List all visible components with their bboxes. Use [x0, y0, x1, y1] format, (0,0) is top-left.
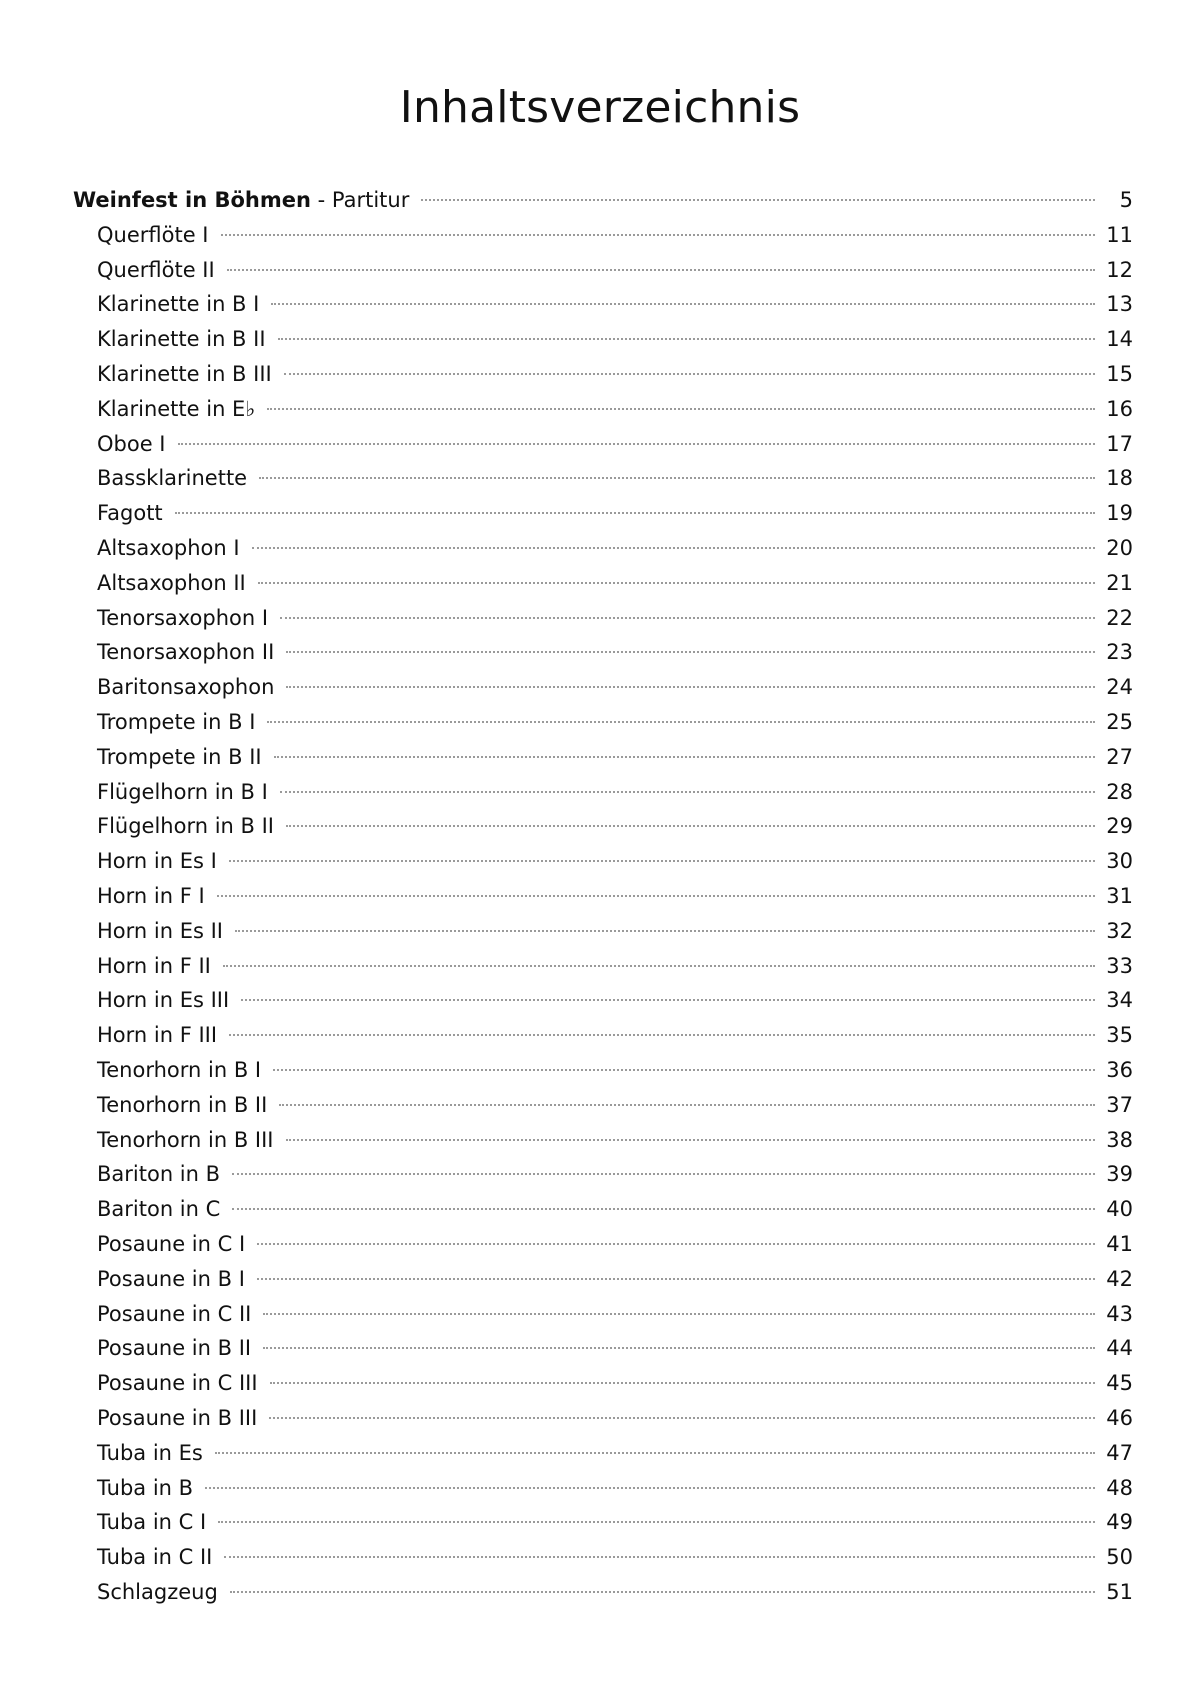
- toc-entry-label: Horn in Es III: [97, 988, 230, 1012]
- toc-entry[interactable]: [97, 496, 1133, 530]
- dot-leader: [269, 1417, 1095, 1419]
- toc-entry-label: Altsaxophon I: [97, 536, 240, 560]
- toc-entry[interactable]: [97, 1436, 1133, 1470]
- toc-entry[interactable]: [97, 1053, 1133, 1087]
- toc-entry-label: Tenorsaxophon I: [97, 606, 269, 630]
- toc-entry-page: 43: [1106, 1302, 1133, 1326]
- dot-leader: [178, 443, 1096, 445]
- dot-leader: [273, 1069, 1095, 1071]
- toc-entry-page: 34: [1106, 988, 1133, 1012]
- dot-leader: [258, 582, 1095, 584]
- toc-entry-page: 23: [1106, 640, 1133, 664]
- toc-entry[interactable]: [97, 287, 1133, 321]
- toc-entry-page: 28: [1106, 780, 1133, 804]
- toc-entry-label: Horn in Es I: [97, 849, 217, 873]
- toc-entry-page: 45: [1106, 1371, 1133, 1395]
- dot-leader: [286, 825, 1095, 827]
- toc-entry-label: Horn in F I: [97, 884, 205, 908]
- toc-entry-page: 39: [1106, 1162, 1133, 1186]
- dot-leader: [421, 199, 1095, 201]
- toc-entry-page: 40: [1106, 1197, 1133, 1221]
- dot-leader: [205, 1487, 1095, 1489]
- toc-entry-label: Klarinette in E♭: [97, 397, 256, 421]
- toc-entry-page: 37: [1106, 1093, 1133, 1117]
- toc-entry-label: Posaune in C III: [97, 1371, 258, 1395]
- dot-leader: [217, 895, 1095, 897]
- toc-entry-label: Flügelhorn in B II: [97, 814, 275, 838]
- toc-entry-page: 11: [1106, 223, 1133, 247]
- toc-entry[interactable]: [97, 601, 1133, 635]
- dot-leader: [274, 756, 1095, 758]
- dot-leader: [229, 1034, 1095, 1036]
- toc-entry[interactable]: [97, 775, 1133, 809]
- toc-entry-page: 21: [1106, 571, 1133, 595]
- toc-entry[interactable]: [97, 1540, 1133, 1574]
- dot-leader: [280, 791, 1095, 793]
- toc-entry[interactable]: [97, 1366, 1133, 1400]
- toc-entry-page: 12: [1106, 258, 1133, 282]
- toc-entry[interactable]: [97, 1297, 1133, 1331]
- dot-leader: [221, 234, 1096, 236]
- toc-entry-page: 22: [1106, 606, 1133, 630]
- toc-entry-page: 20: [1106, 536, 1133, 560]
- toc-entry[interactable]: [97, 1192, 1133, 1226]
- toc-entry-label: Posaune in B I: [97, 1267, 245, 1291]
- toc-entry[interactable]: [97, 670, 1133, 704]
- dot-leader: [263, 1313, 1095, 1315]
- dot-leader: [263, 1347, 1095, 1349]
- toc-entry[interactable]: [97, 1262, 1133, 1296]
- toc-entry-label: Querflöte II: [97, 258, 215, 282]
- toc-entry-label: Bariton in C: [97, 1197, 221, 1221]
- toc-entry-page: 30: [1106, 849, 1133, 873]
- dot-leader: [227, 269, 1095, 271]
- toc-entry-label: Tenorhorn in B II: [97, 1093, 268, 1117]
- toc-entry[interactable]: [97, 1505, 1133, 1539]
- toc-entry[interactable]: [97, 218, 1133, 252]
- toc-entry[interactable]: [97, 1471, 1133, 1505]
- toc-entry-label: Klarinette in B II: [97, 327, 266, 351]
- toc-entry-label: Bassklarinette: [97, 466, 248, 490]
- toc-entry[interactable]: [97, 1575, 1133, 1609]
- dot-leader: [280, 617, 1095, 619]
- toc-entry-label: Horn in F III: [97, 1023, 218, 1047]
- dot-leader: [229, 860, 1095, 862]
- dot-leader: [279, 1104, 1095, 1106]
- toc-entry-page: 13: [1106, 292, 1133, 316]
- toc-entry[interactable]: [97, 357, 1133, 391]
- toc-entry-label: Oboe I: [97, 432, 166, 456]
- toc-entry[interactable]: [97, 740, 1133, 774]
- toc-entry[interactable]: [97, 844, 1133, 878]
- toc-entry-page: 50: [1106, 1545, 1133, 1569]
- toc-entry[interactable]: [97, 914, 1133, 948]
- toc-entry[interactable]: [97, 705, 1133, 739]
- toc-entry-label: Klarinette in B I: [97, 292, 260, 316]
- toc-entry[interactable]: [97, 253, 1133, 287]
- toc-entry[interactable]: [97, 1157, 1133, 1191]
- dot-leader: [218, 1521, 1095, 1523]
- toc-entry-page: 35: [1106, 1023, 1133, 1047]
- dot-leader: [175, 512, 1095, 514]
- toc-entry-page: 18: [1106, 466, 1133, 490]
- dot-leader: [259, 477, 1095, 479]
- toc-entry-main[interactable]: [73, 183, 1133, 217]
- dot-leader: [257, 1243, 1095, 1245]
- toc-entry[interactable]: [97, 1331, 1133, 1365]
- dot-leader: [223, 965, 1095, 967]
- dot-leader: [286, 1139, 1096, 1141]
- dot-leader: [286, 651, 1095, 653]
- toc-entry[interactable]: [97, 949, 1133, 983]
- toc-entry-page: 25: [1106, 710, 1133, 734]
- dot-leader: [270, 1382, 1095, 1384]
- toc-entry-label: [73, 183, 421, 217]
- toc-entry[interactable]: [97, 983, 1133, 1017]
- toc-entry-page: 48: [1106, 1476, 1133, 1500]
- toc-entry-page: 15: [1106, 362, 1133, 386]
- toc-entry-page: 24: [1106, 675, 1133, 699]
- toc-entry[interactable]: [97, 1018, 1133, 1052]
- toc-entry-label: Querflöte I: [97, 223, 209, 247]
- toc-entry-label: Trompete in B II: [97, 745, 262, 769]
- dot-leader: [235, 930, 1095, 932]
- dot-leader: [271, 303, 1095, 305]
- toc-entry-label: Tuba in Es: [97, 1441, 203, 1465]
- dot-leader: [252, 547, 1095, 549]
- toc-entry[interactable]: [97, 392, 1133, 426]
- toc-entry-page: 36: [1106, 1058, 1133, 1082]
- toc-entry-page: 51: [1106, 1580, 1133, 1604]
- toc-entry-label: Schlagzeug: [97, 1580, 218, 1604]
- toc-entry-label: Trompete in B I: [97, 710, 256, 734]
- dot-leader: [278, 338, 1095, 340]
- toc-entry[interactable]: [97, 322, 1133, 356]
- dot-leader: [232, 1173, 1095, 1175]
- dot-leader: [284, 373, 1095, 375]
- toc-entry-page: 5: [1119, 188, 1133, 212]
- dot-leader: [232, 1208, 1095, 1210]
- toc-entry-page: 27: [1106, 745, 1133, 769]
- toc-entry[interactable]: [97, 1401, 1133, 1435]
- toc-entry-label: Tenorhorn in B III: [97, 1128, 274, 1152]
- toc-entry-page: 14: [1106, 327, 1133, 351]
- toc-entry-page: 47: [1106, 1441, 1133, 1465]
- toc-entry[interactable]: [97, 879, 1133, 913]
- toc-entry-label: Klarinette in B III: [97, 362, 272, 386]
- toc-entry-page: 31: [1106, 884, 1133, 908]
- toc-entry-label: Posaune in B II: [97, 1336, 252, 1360]
- toc-entry-label: Tenorsaxophon II: [97, 640, 275, 664]
- toc-entry-page: 46: [1106, 1406, 1133, 1430]
- toc-entry-title-suffix: - Partitur: [310, 188, 410, 212]
- toc-entry-label: Tenorhorn in B I: [97, 1058, 262, 1082]
- toc-entry-page: 17: [1106, 432, 1133, 456]
- toc-entry-label: Fagott: [97, 501, 163, 525]
- toc-entry-label: Tuba in C II: [97, 1545, 213, 1569]
- toc-entry[interactable]: [97, 566, 1133, 600]
- toc-entry-label: Horn in F II: [97, 954, 211, 978]
- dot-leader: [267, 721, 1095, 723]
- toc-entry-page: 49: [1106, 1510, 1133, 1534]
- toc-entry-page: 16: [1106, 397, 1133, 421]
- toc-entry[interactable]: [97, 635, 1133, 669]
- toc-entry-label: Baritonsaxophon: [97, 675, 275, 699]
- toc-entry[interactable]: [97, 461, 1133, 495]
- toc-entry[interactable]: [97, 531, 1133, 565]
- toc-entry-page: 19: [1106, 501, 1133, 525]
- toc-entry-label: Tuba in C I: [97, 1510, 207, 1534]
- dot-leader: [230, 1591, 1095, 1593]
- page-title: Inhaltsverzeichnis: [399, 82, 801, 133]
- toc-entry[interactable]: [97, 1088, 1133, 1122]
- toc-entry-title-bold: Weinfest in Böhmen: [73, 188, 311, 212]
- dot-leader: [241, 999, 1095, 1001]
- toc-entry-label: Bariton in B: [97, 1162, 221, 1186]
- toc-entry[interactable]: [97, 809, 1133, 843]
- toc-entry-label: Posaune in C II: [97, 1302, 252, 1326]
- toc-entry-label: Altsaxophon II: [97, 571, 246, 595]
- toc-entry-page: 32: [1106, 919, 1133, 943]
- toc-entry-page: 38: [1106, 1128, 1133, 1152]
- dot-leader: [215, 1452, 1095, 1454]
- toc-entry-page: 41: [1106, 1232, 1133, 1256]
- dot-leader: [224, 1556, 1095, 1558]
- toc-entry-page: 29: [1106, 814, 1133, 838]
- dot-leader: [257, 1278, 1095, 1280]
- toc-entry-label: Horn in Es II: [97, 919, 223, 943]
- dot-leader: [267, 408, 1095, 410]
- toc-entry-label: Tuba in B: [97, 1476, 194, 1500]
- toc-entry-page: 33: [1106, 954, 1133, 978]
- toc-entry-label: Flügelhorn in B I: [97, 780, 268, 804]
- toc-entry[interactable]: [97, 1227, 1133, 1261]
- toc-entry[interactable]: [97, 1123, 1133, 1157]
- dot-leader: [286, 686, 1095, 688]
- toc-entry-label: Posaune in B III: [97, 1406, 258, 1430]
- toc-entry-page: 44: [1106, 1336, 1133, 1360]
- toc-entry[interactable]: [97, 427, 1133, 461]
- toc-entry-page: 42: [1106, 1267, 1133, 1291]
- toc-entry-label: Posaune in C I: [97, 1232, 246, 1256]
